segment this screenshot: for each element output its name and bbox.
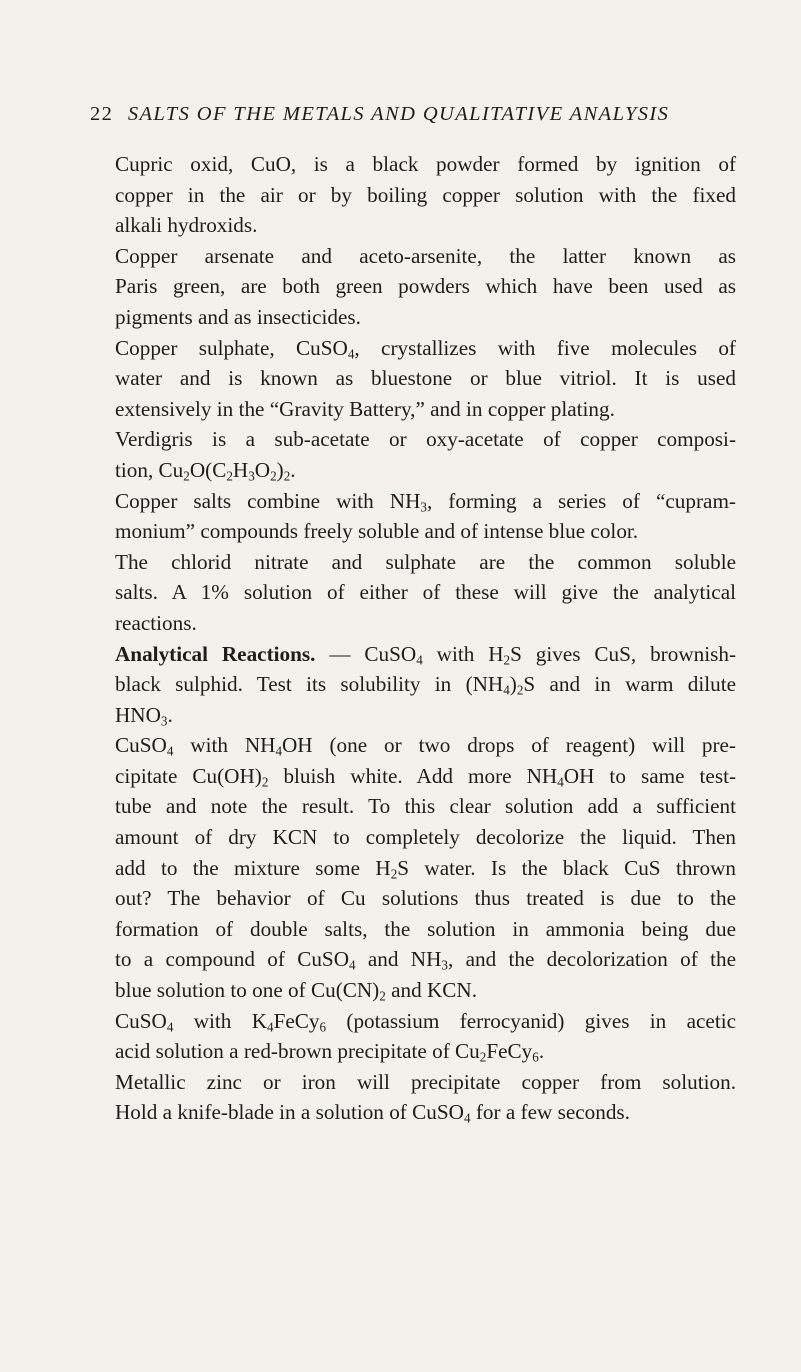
subscript: 2 xyxy=(479,1049,487,1065)
subscript: 2 xyxy=(261,774,269,790)
text-line: water and is known as bluestone or blue vitriol. It is used xyxy=(115,366,736,391)
subscript: 2 xyxy=(503,651,511,667)
paragraph xyxy=(92,486,736,547)
text-line: The chlorid nitrate and sulphate are the common soluble xyxy=(115,549,736,574)
subscript: 2 xyxy=(283,468,291,484)
subscript: 3 xyxy=(248,468,255,484)
subscript: 4 xyxy=(463,1110,471,1126)
text-line: black sulphid. Test its solubility in $(NH_4)_2S$ and in warm dilute xyxy=(115,672,736,698)
subscript: 4 xyxy=(416,651,423,667)
paragraph xyxy=(92,639,736,731)
running-head-title: SALTS OF THE METALS AND QUALITATIVE ANALYSIS xyxy=(127,103,670,125)
subscript: 2 xyxy=(516,682,524,698)
text-line: Verdigris is a sub-acetate or oxy-acetate of copper composi- xyxy=(115,427,736,452)
paragraph xyxy=(92,424,736,485)
text-line: Metallic zinc or iron will precipitate copper from solution. xyxy=(115,1069,736,1094)
text-line: add to the mixture some $H_2S$ water. Is the black CuS thrown xyxy=(115,855,736,881)
text-line: copper in the air or by boiling copper solution with the fixed xyxy=(115,182,736,207)
text-line: cipitate $Cu(OH)_2$ bluish white. Add more $NH_4OH$ to same test- xyxy=(115,763,737,790)
paragraph xyxy=(92,1006,736,1067)
text-line: out? The behavior of Cu solutions thus treated is due to the xyxy=(115,886,736,911)
paragraph xyxy=(92,1067,736,1128)
text-line: pigments and as insecticides. xyxy=(115,304,361,329)
running-head xyxy=(90,103,738,126)
subscript: 4 xyxy=(166,1018,174,1034)
subscript: 4 xyxy=(503,682,510,698)
text-line: extensively in the “Gravity Battery,” and in copper plating. xyxy=(115,396,615,421)
body-text xyxy=(92,149,736,1128)
run-in-heading: Analytical Reactions. xyxy=(115,641,316,666)
subscript: 2 xyxy=(379,988,386,1004)
subscript: 2 xyxy=(390,865,398,881)
paragraph xyxy=(92,333,736,425)
subscript: 4 xyxy=(557,774,564,790)
text-line: Copper salts combine with $NH_3$, forming a series of “cupram- xyxy=(115,488,736,514)
text-line: blue solution to one of $Cu(CN)_2$ and KCN. xyxy=(115,978,478,1004)
paragraph xyxy=(92,149,736,241)
subscript: 2 xyxy=(226,468,233,484)
paragraph xyxy=(92,241,736,333)
page-number: 22 xyxy=(90,103,114,125)
text-line: amount of dry KCN to completely decolorize the liquid. Then xyxy=(115,825,736,850)
text-line: reactions. xyxy=(115,610,197,635)
text-line: CuSO$_4$ with $NH_4OH$ (one or two drops of reagent) will pre- xyxy=(115,733,736,759)
subscript: 4 xyxy=(349,957,356,973)
text-line: Analytical Reactions. — CuSO$_4$ with $H_2S$ gives CuS, brownish- xyxy=(115,641,737,667)
subscript: 6 xyxy=(319,1018,327,1034)
text-line: monium” compounds freely soluble and of intense blue color. xyxy=(115,519,639,544)
text-line: alkali hydroxids. xyxy=(115,213,258,238)
text-line: acid solution a red-brown precipitate of $Cu_2FeCy_6$. xyxy=(115,1039,545,1065)
subscript: 4 xyxy=(166,743,174,759)
subscript: 4 xyxy=(267,1018,274,1034)
text-line: to a compound of CuSO$_4$ and $NH_3$, and the decolorization of the xyxy=(115,947,736,973)
subscript: 2 xyxy=(183,468,190,484)
subscript: 3 xyxy=(441,957,448,973)
text-line: formation of double salts, the solution in ammonia being due xyxy=(115,916,736,941)
text-line: tube and note the result. To this clear solution add a sufficient xyxy=(115,794,736,819)
paragraph xyxy=(92,547,736,639)
text-line: Hold a knife-blade in a solution of CuSO$_4$ for a few seconds. xyxy=(115,1100,630,1126)
subscript: 3 xyxy=(160,712,168,728)
text-line: CuSO$_4$ with $K_4FeCy_6$ (potassium ferrocyanid) gives in acetic xyxy=(115,1008,736,1034)
subscript: 2 xyxy=(270,468,277,484)
paragraph xyxy=(92,730,736,1005)
text-line: $HNO_3$. xyxy=(115,702,173,728)
text-line: Copper arsenate and aceto-arsenite, the latter known as xyxy=(115,243,736,268)
subscript: 4 xyxy=(347,345,355,361)
subscript: 4 xyxy=(275,743,282,759)
text-line: Copper sulphate, CuSO$_4$, crystallizes with five molecules of xyxy=(115,335,736,361)
text-line: Paris green, are both green powders which have been used as xyxy=(115,274,736,299)
subscript: 3 xyxy=(420,498,427,514)
text-line: tion, $Cu_2O(C_2H_3O_2)_2$. xyxy=(115,457,296,484)
text-line: salts. A 1% solution of either of these will give the analytical xyxy=(115,580,736,605)
subscript: 6 xyxy=(532,1049,539,1065)
text-line: Cupric oxid, CuO, is a black powder formed by ignition of xyxy=(115,152,736,176)
